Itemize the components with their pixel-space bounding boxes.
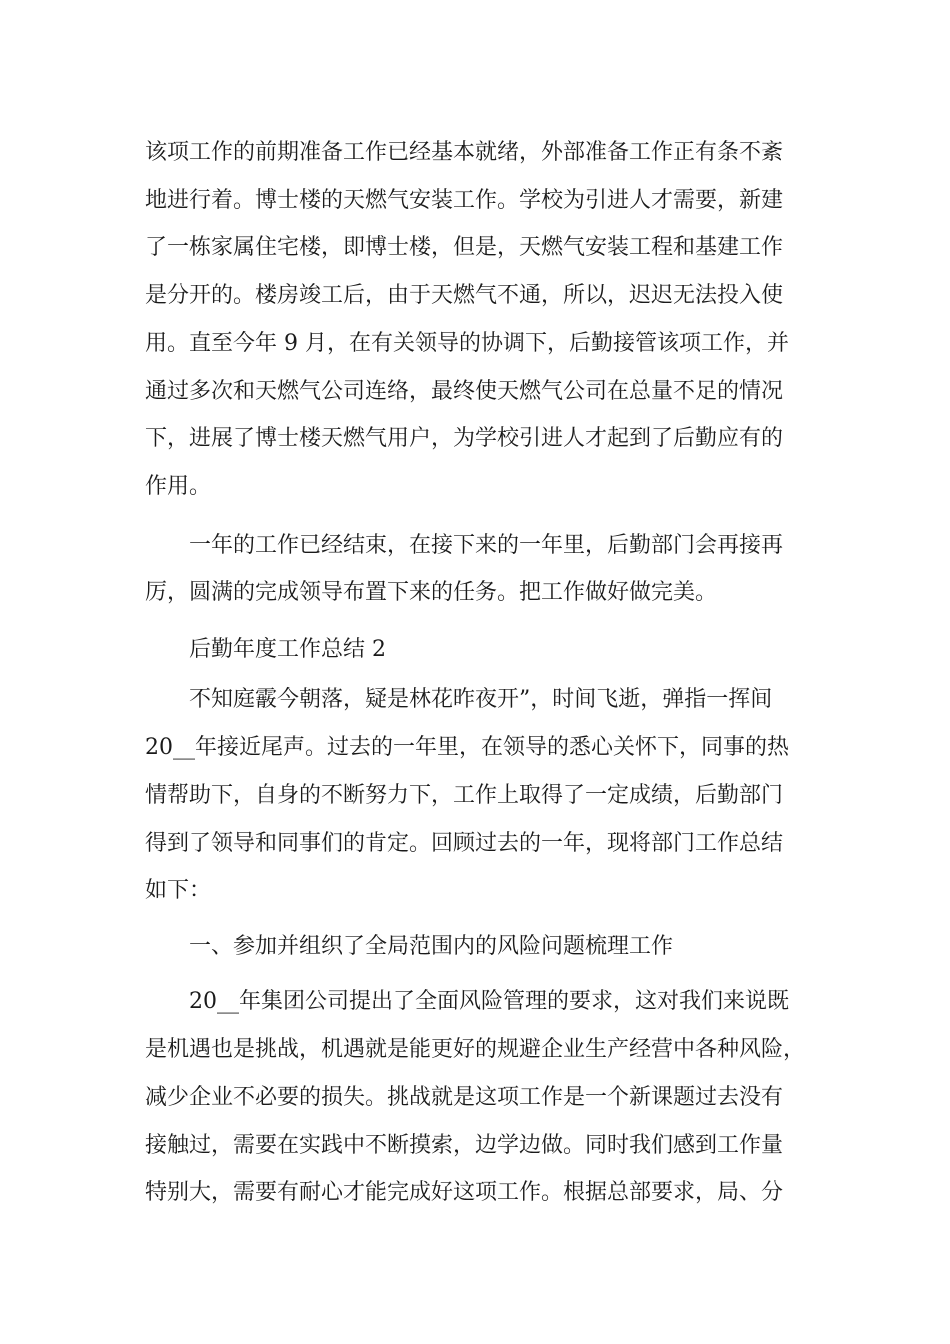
text-line-content: 地进行着。博士楼的天燃气安装工作。学校为引进人才需要，新建 [145, 188, 784, 213]
text-line [0, 982, 950, 1022]
text-line [0, 573, 950, 613]
text-line-content: 作用。 [145, 474, 212, 499]
text-line-content: 减少企业不必要的损失。挑战就是这项工作是一个新课题过去没有 [145, 1085, 784, 1110]
text-line [0, 871, 950, 911]
text-line [0, 133, 950, 173]
text-line-content: 得到了领导和同事们的肯定。回顾过去的一年，现将部门工作总结 [145, 831, 784, 856]
text-line-content: 是机遇也是挑战，机遇就是能更好的规避企业生产经营中各种风险， [145, 1037, 806, 1062]
text-line-content: 特别大，需要有耐心才能完成好这项工作。根据总部要求，局、分 [145, 1180, 784, 1205]
text-line-content: 该项工作的前期准备工作已经基本就绪，外部准备工作正有条不紊 [145, 140, 784, 165]
text-line-content: 接触过，需要在实践中不断摸索，边学边做。同时我们感到工作量 [145, 1133, 784, 1158]
text-line-content: 下，进展了博士楼天燃气用户，为学校引进人才起到了后勤应有的 [145, 426, 784, 451]
text-line-content: 了一栋家属住宅楼，即博士楼，但是，天燃气安装工程和基建工作 [145, 235, 784, 260]
text-line-content: 一年的工作已经结束，在接下来的一年里，后勤部门会再接再 [189, 533, 784, 558]
text-line-content: 不知庭霰今朝落，疑是林花昨夜开”，时间飞逝，弹指一挥间 [189, 687, 773, 712]
text-line [0, 228, 950, 268]
text-line-content: 情帮助下，自身的不断努力下，工作上取得了一定成绩，后勤部门 [145, 783, 784, 808]
text-line [0, 680, 950, 720]
text-line [0, 276, 950, 316]
text-line [0, 1173, 950, 1213]
text-line [0, 467, 950, 507]
text-line-content: 20__年接近尾声。过去的一年里，在领导的悉心关怀下，同事的热 [145, 735, 789, 760]
section-heading [0, 630, 950, 670]
text-line [0, 1078, 950, 1118]
text-line-content: 如下： [145, 878, 212, 903]
text-line [0, 1030, 950, 1070]
text-line [0, 324, 950, 364]
text-line [0, 419, 950, 459]
text-line [0, 181, 950, 221]
text-line-content: 是分开的。楼房竣工后，由于天燃气不通，所以，迟迟无法投入使 [145, 283, 784, 308]
text-line [0, 1126, 950, 1166]
text-line [0, 526, 950, 566]
text-line-content: 后勤年度工作总结 2 [189, 637, 386, 662]
text-line [0, 776, 950, 816]
text-line [0, 728, 950, 768]
text-line-content: 厉，圆满的完成领导布置下来的任务。把工作做好做完美。 [145, 580, 718, 605]
text-line-content: 一、参加并组织了全局范围内的风险问题梳理工作 [189, 934, 674, 959]
section-heading [0, 927, 950, 967]
text-line-content: 用。直至今年 9 月，在有关领导的协调下，后勤接管该项工作，并 [145, 331, 789, 356]
text-line [0, 824, 950, 864]
text-line-content: 通过多次和天燃气公司连络，最终使天燃气公司在总量不足的情况 [145, 379, 784, 404]
text-line [0, 372, 950, 412]
text-line-content: 20__年集团公司提出了全面风险管理的要求，这对我们来说既 [189, 989, 789, 1014]
